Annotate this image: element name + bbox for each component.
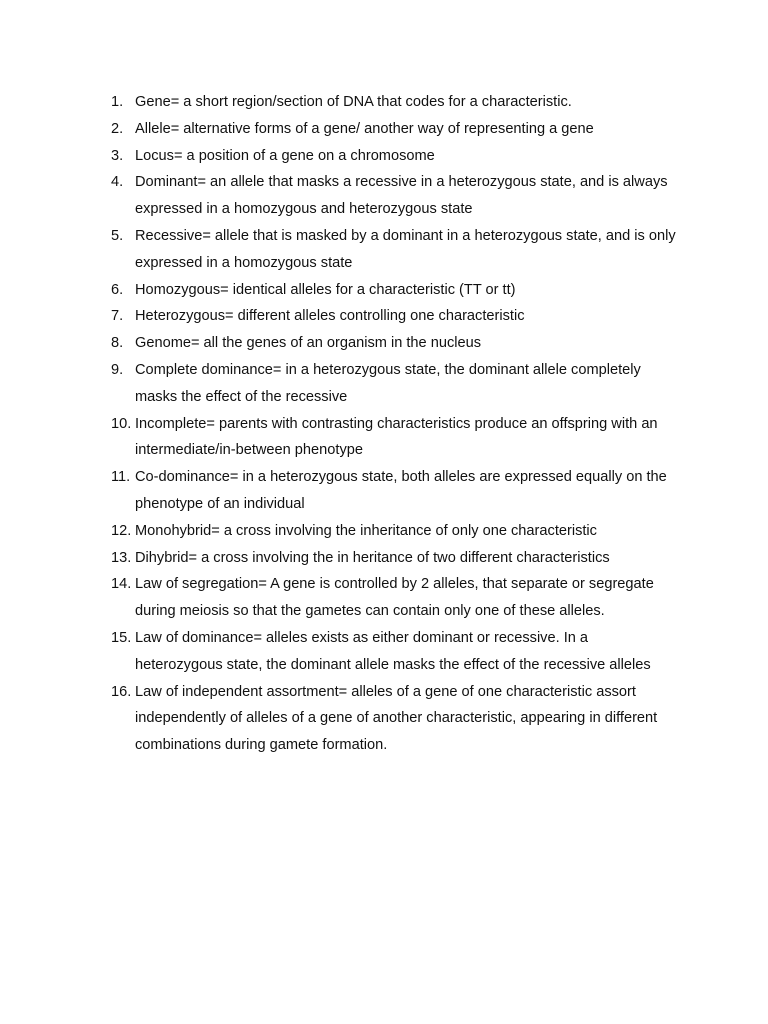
item-text: Allele= alternative forms of a gene/ another way of representing a gene	[135, 120, 594, 137]
list-item	[104, 303, 679, 330]
item-text: Locus= a position of a gene on a chromosome	[135, 147, 435, 164]
item-text: Law of segregation= A gene is controlled by 2 alleles, that separate or segregate during meiosis so that the gametes can contain only one of these alleles.	[135, 576, 654, 620]
list-item	[104, 571, 679, 625]
list-item	[104, 116, 679, 143]
list-item	[104, 143, 679, 170]
item-number: 8.	[111, 335, 124, 352]
list-item	[104, 357, 679, 411]
list-item	[104, 625, 679, 679]
item-number: 15.	[111, 629, 132, 646]
item-text: Homozygous= identical alleles for a characteristic (TT or tt)	[135, 281, 516, 298]
item-text: Genome= all the genes of an organism in the nucleus	[135, 335, 482, 352]
item-text: Law of independent assortment= alleles of a gene of one characteristic assort independently of alleles of a gene of another characteristic, appearing in different combinations during gamete formation.	[135, 683, 658, 754]
item-number: 16.	[111, 683, 132, 700]
item-text: Gene= a short region/section of DNA that codes for a characteristic.	[135, 94, 572, 110]
item-number: 12.	[111, 522, 132, 539]
item-number: 1.	[111, 94, 124, 110]
list-item	[104, 223, 679, 277]
list-item	[104, 277, 679, 304]
list-item	[104, 411, 679, 465]
item-text: Dominant= an allele that masks a recessive in a heterozygous state, and is always expressed in a homozygous and heterozygous state	[135, 174, 668, 218]
item-text: Complete dominance= in a heterozygous state, the dominant allele completely masks the effect of the recessive	[135, 361, 641, 405]
item-text: Law of dominance= alleles exists as either dominant or recessive. In a heterozygous state, the dominant allele masks the effect of the recessive alleles	[135, 629, 651, 673]
item-number: 6.	[111, 281, 124, 298]
item-number: 5.	[111, 227, 124, 244]
item-text: Co-dominance= in a heterozygous state, both alleles are expressed equally on the phenotype of an individual	[135, 469, 667, 512]
item-text: Monohybrid= a cross involving the inheritance of only one characteristic	[135, 522, 597, 539]
list-item	[104, 169, 679, 223]
item-number: 13.	[111, 549, 132, 566]
list-item	[104, 679, 679, 759]
definitions-list	[104, 89, 679, 759]
item-number: 7.	[111, 308, 124, 325]
item-text: Heterozygous= different alleles controlling one characteristic	[135, 308, 525, 325]
item-text: Recessive= allele that is masked by a dominant in a heterozygous state, and is only expressed in a homozygous state	[135, 227, 676, 271]
item-number: 10.	[111, 415, 132, 432]
list-item	[104, 518, 679, 545]
list-item	[104, 464, 679, 518]
item-text: Dihybrid= a cross involving the in heritance of two different characteristics	[135, 549, 610, 566]
item-number: 14.	[111, 576, 132, 593]
item-number: 11.	[111, 469, 131, 486]
list-item	[104, 89, 679, 116]
list-item	[104, 330, 679, 357]
item-text: Incomplete= parents with contrasting characteristics produce an offspring with an intermediate/in-between phenotype	[135, 415, 658, 459]
list-item	[104, 545, 679, 572]
item-number: 3.	[111, 147, 124, 164]
item-number: 9.	[111, 361, 124, 378]
item-number: 4.	[111, 174, 124, 191]
item-number: 2.	[111, 120, 124, 137]
